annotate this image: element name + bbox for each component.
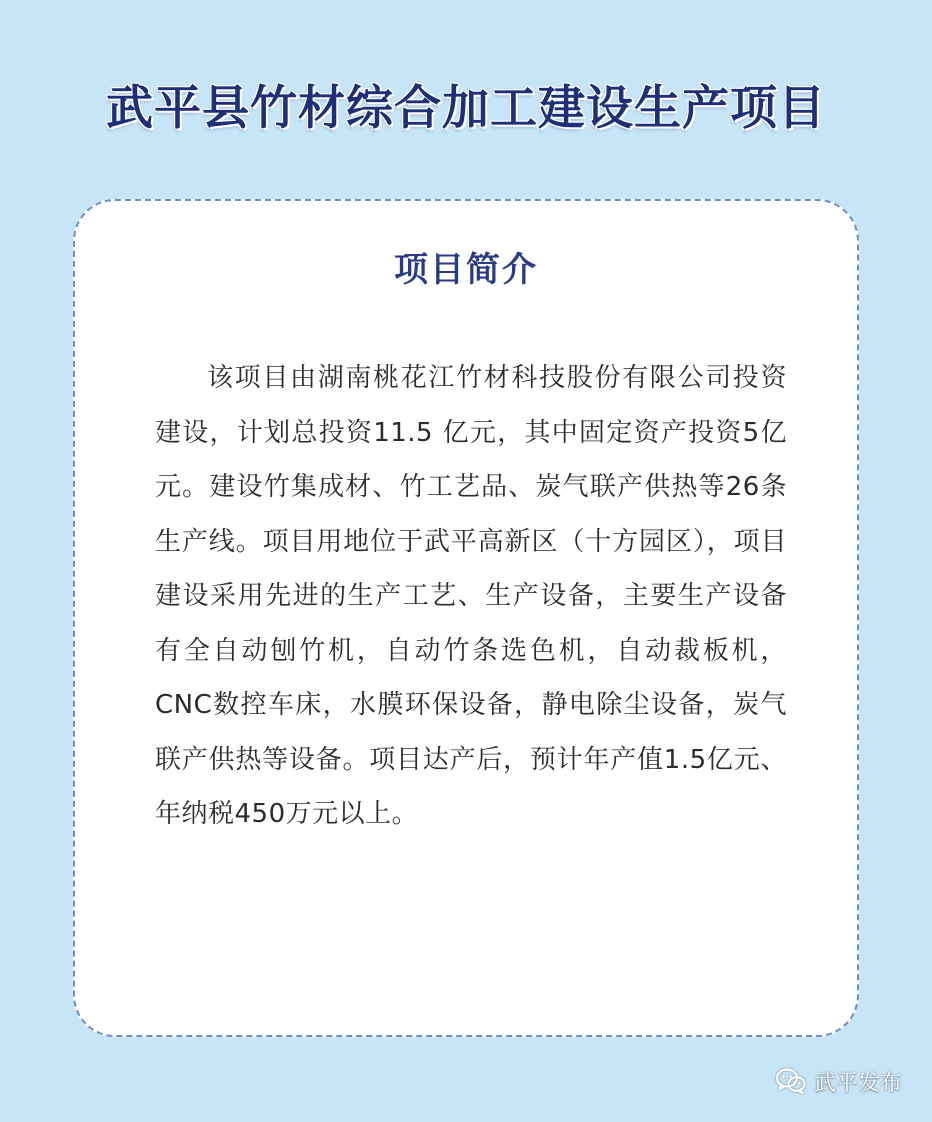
account-watermark <box>776 1064 902 1098</box>
wechat-icon <box>776 1068 806 1094</box>
watermark-label: 武平发布 <box>813 1070 902 1096</box>
card-body-text: 该项目由湖南桃花江竹材科技股份有限公司投资建设，计划总投资11.5 亿元，其中固定资产投资5亿元。建设竹集成材、竹工艺品、炭气联产供热等26条生产线。项目用地位于武平高新区（十方园区），项目建设采用先进的生产工艺、生产设备，主要生产设备有全自动刨竹机，自动竹条选色机，自动裁板机，CNC数控车床，水膜环保设备，静电除尘设备，炭气联产供热等设备。项目达产后，预计年产值1.5亿元、年纳税450万元以上。 <box>155 363 787 829</box>
project-intro-card <box>73 199 859 1037</box>
page-title: 武平县竹材综合加工建设生产项目 <box>106 81 826 136</box>
card-heading: 项目简介 <box>394 250 538 290</box>
